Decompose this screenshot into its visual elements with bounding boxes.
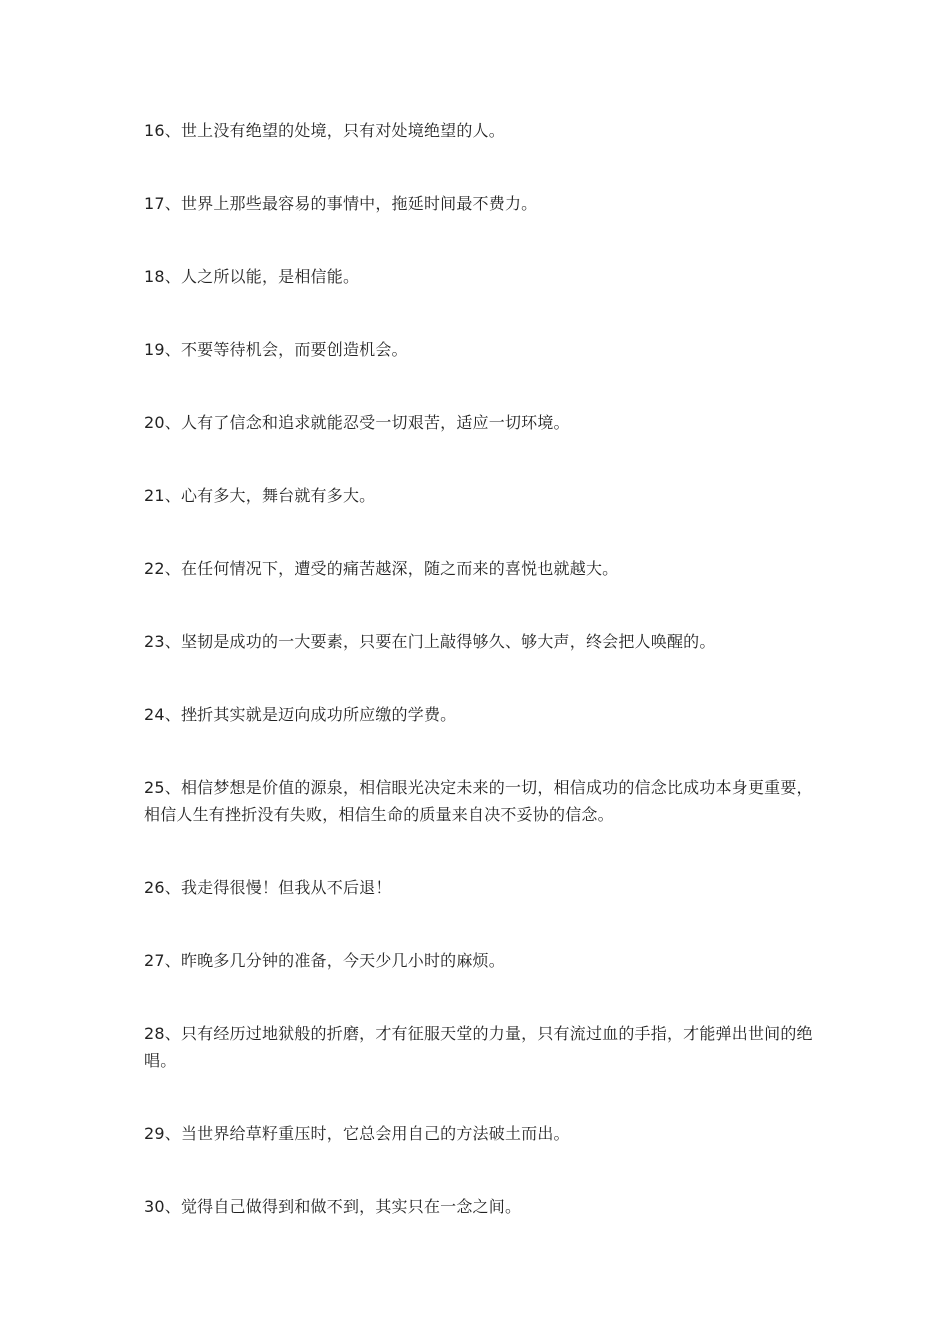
quote-30: 30、觉得自己做得到和做不到，其实只在一念之间。 bbox=[144, 1197, 522, 1216]
quote-28: 28、只有经历过地狱般的折磨，才有征服天堂的力量，只有流过血的手指，才能弹出世间的绝唱。 bbox=[144, 1024, 813, 1070]
quote-18: 18、人之所以能，是相信能。 bbox=[144, 267, 360, 286]
quote-20: 20、人有了信念和追求就能忍受一切艰苦，适应一切环境。 bbox=[144, 413, 570, 432]
quote-17: 17、世界上那些最容易的事情中，拖延时间最不费力。 bbox=[144, 194, 538, 213]
quote-22: 22、在任何情况下，遭受的痛苦越深，随之而来的喜悦也就越大。 bbox=[144, 559, 619, 578]
quote-24: 24、挫折其实就是迈向成功所应缴的学费。 bbox=[144, 705, 457, 724]
quote-16: 16、世上没有绝望的处境，只有对处境绝望的人。 bbox=[144, 121, 505, 140]
quote-list bbox=[144, 117, 814, 1266]
quote-23: 23、坚韧是成功的一大要素，只要在门上敲得够久、够大声，终会把人唤醒的。 bbox=[144, 632, 716, 651]
quote-27: 27、昨晚多几分钟的准备，今天少几小时的麻烦。 bbox=[144, 951, 505, 970]
quote-29: 29、当世界给草籽重压时，它总会用自己的方法破土而出。 bbox=[144, 1124, 570, 1143]
quote-25: 25、相信梦想是价值的源泉，相信眼光决定未来的一切，相信成功的信念比成功本身更重要，相信人生有挫折没有失败，相信生命的质量来自决不妥协的信念。 bbox=[144, 778, 813, 824]
quote-26: 26、我走得很慢！但我从不后退！ bbox=[144, 878, 392, 897]
quote-19: 19、不要等待机会，而要创造机会。 bbox=[144, 340, 408, 359]
quote-21: 21、心有多大，舞台就有多大。 bbox=[144, 486, 376, 505]
